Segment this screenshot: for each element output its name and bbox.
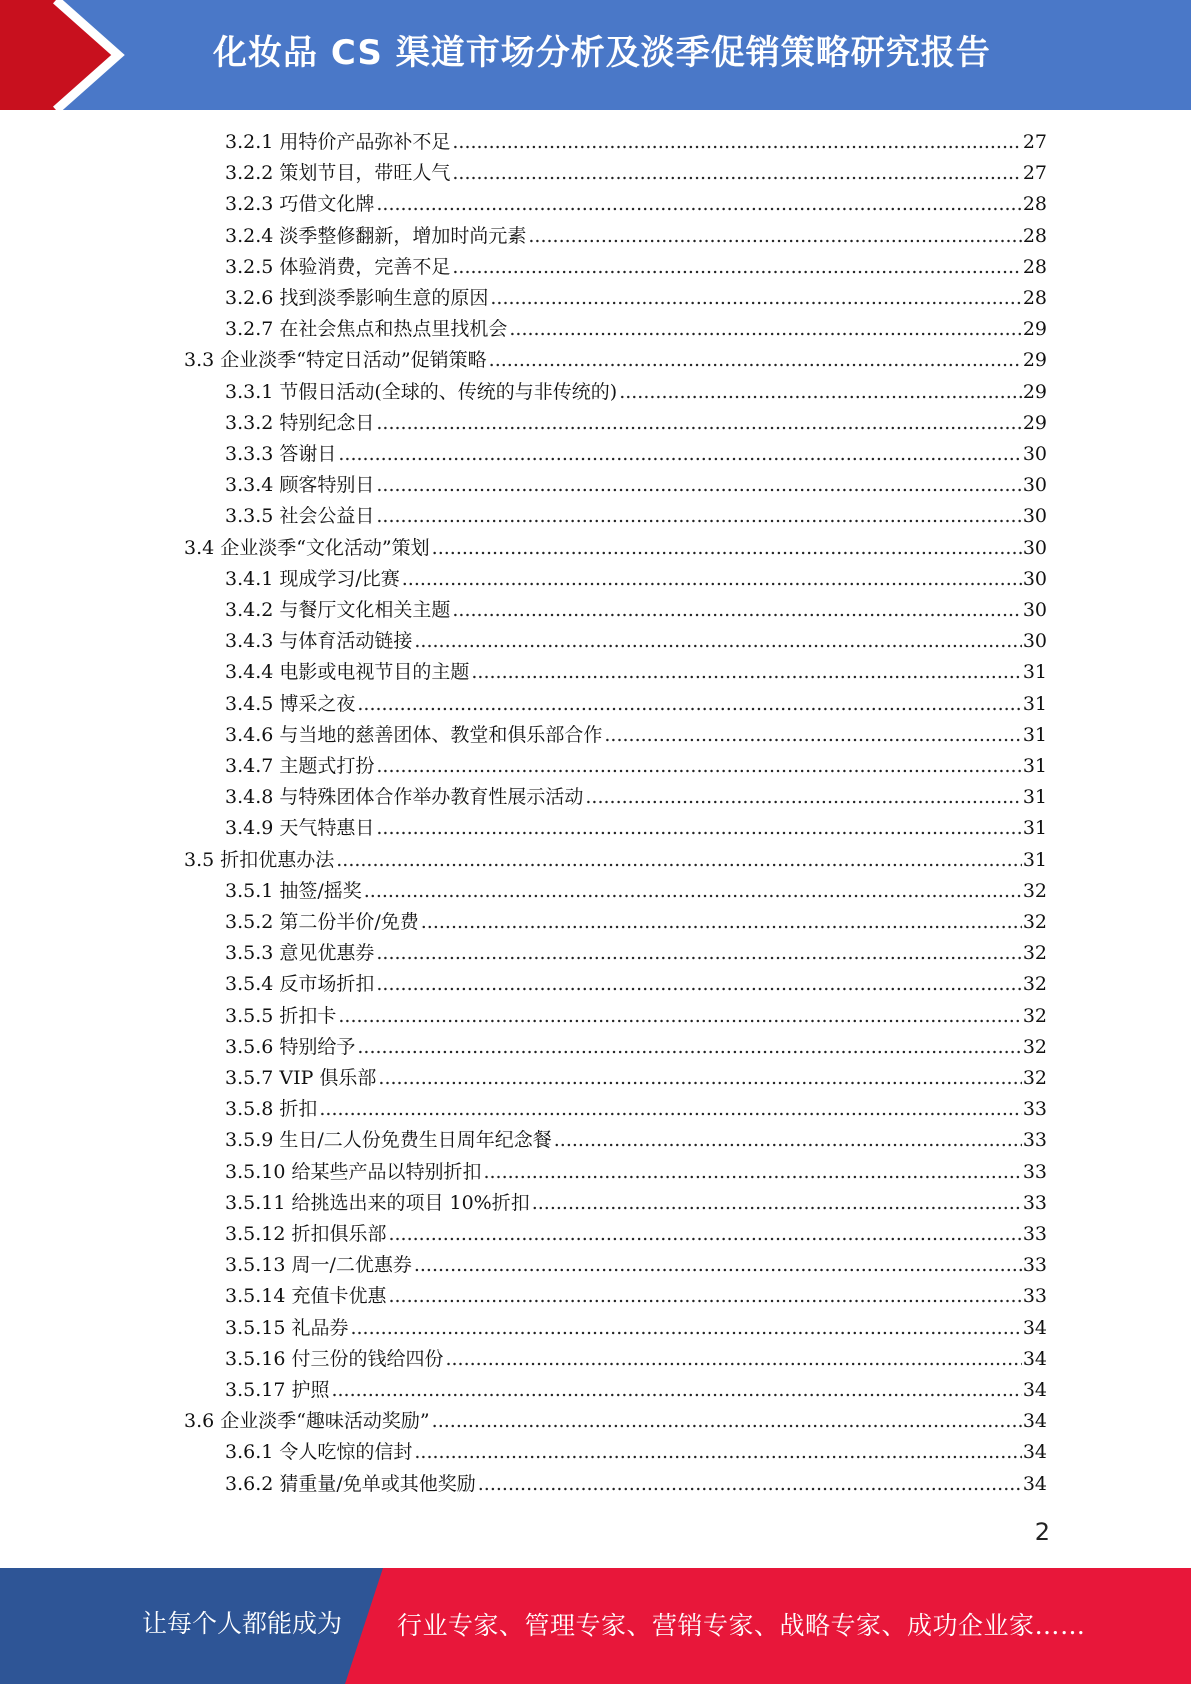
toc-dot-leader (376, 969, 1021, 1000)
toc-entry-page: 28 (1022, 287, 1047, 309)
toc-entry-title: 猜重量/免单或其他奖励 (279, 1472, 476, 1495)
toc-subsection-entry[interactable] (225, 439, 1047, 470)
toc-entry-title: 特别给予 (279, 1035, 356, 1058)
toc-entry-page: 33 (1022, 1254, 1047, 1277)
toc-dot-leader (532, 1188, 1022, 1219)
toc-entry-page: 31 (1022, 817, 1047, 840)
toc-entry-page: 27 (1022, 162, 1047, 185)
toc-entry-page: 28 (1022, 255, 1047, 278)
toc-entry-title: 折扣俱乐部 (291, 1223, 387, 1245)
toc-dot-leader (376, 813, 1021, 844)
toc-entry-number: 3.2.1 (225, 131, 274, 153)
toc-entry-title: 主题式打扮 (279, 755, 375, 777)
toc-subsection-entry[interactable] (225, 1094, 1047, 1125)
toc-entry-page: 33 (1022, 1129, 1047, 1152)
toc-subsection-entry[interactable] (225, 595, 1047, 626)
toc-entry-page: 30 (1022, 536, 1047, 559)
toc-entry-page: 34 (1022, 1472, 1047, 1495)
toc-subsection-entry[interactable] (225, 876, 1047, 907)
toc-entry-number: 3.6.2 (225, 1472, 274, 1495)
footer-roles: 行业专家、管理专家、营销专家、战略专家、成功企业家…… (397, 1611, 1086, 1640)
toc-dot-leader (376, 938, 1021, 969)
toc-subsection-entry[interactable] (225, 127, 1047, 158)
toc-entry-page: 28 (1022, 193, 1047, 216)
toc-entry-number: 3.2.4 (225, 224, 274, 247)
toc-entry-title: 顾客特别日 (279, 474, 375, 497)
toc-entry-page: 34 (1022, 1410, 1047, 1433)
toc-entry-number: 3.5.15 (225, 1316, 286, 1339)
toc-entry-title: 企业淡季“趣味活动奖励” (220, 1410, 430, 1433)
page-number: 2 (1034, 1518, 1050, 1546)
toc-entry-number: 3.5.11 (225, 1191, 286, 1214)
toc-entry-number: 3.4.3 (225, 630, 274, 653)
toc-entry-page: 33 (1022, 1223, 1047, 1245)
toc-entry-page: 33 (1022, 1160, 1047, 1183)
toc-entry-page: 31 (1022, 692, 1047, 715)
toc-entry-number: 3.5.3 (225, 942, 274, 965)
toc-entry-title: 企业淡季“特定日活动”促销策略 (220, 349, 487, 372)
toc-entry-title: 在社会焦点和热点里找机会 (279, 318, 508, 341)
toc-entry-number: 3.5.7 (225, 1067, 274, 1089)
toc-dot-leader (452, 158, 1021, 189)
toc-entry-number: 3.5.13 (225, 1254, 286, 1277)
toc-dot-leader (528, 221, 1021, 252)
toc-subsection-entry[interactable] (225, 1157, 1047, 1188)
toc-entry-page: 32 (1022, 1004, 1047, 1027)
toc-subsection-entry[interactable] (225, 501, 1047, 532)
page-footer (0, 1568, 1191, 1684)
toc-subsection-entry[interactable] (225, 626, 1047, 657)
toc-dot-leader (554, 1125, 1022, 1156)
toc-subsection-entry[interactable] (225, 377, 1047, 408)
toc-entry-page: 33 (1022, 1285, 1047, 1308)
toc-entry-page: 34 (1022, 1316, 1047, 1339)
toc-entry-page: 34 (1022, 1441, 1047, 1464)
toc-dot-leader (490, 283, 1021, 314)
toc-entry-page: 29 (1022, 318, 1047, 341)
toc-entry-number: 3.2.6 (225, 287, 274, 309)
toc-entry-page: 30 (1022, 599, 1047, 621)
toc-subsection-entry[interactable] (225, 314, 1047, 345)
toc-dot-leader (376, 408, 1021, 439)
toc-dot-leader (478, 1469, 1022, 1500)
toc-subsection-entry[interactable] (225, 689, 1047, 720)
toc-entry-number: 3.4.1 (225, 567, 274, 590)
toc-entry-title: 与餐厅文化相关主题 (279, 599, 451, 621)
toc-subsection-entry[interactable] (225, 1281, 1047, 1312)
toc-entry-page: 32 (1022, 911, 1047, 933)
toc-entry-title: 企业淡季“文化活动”策划 (220, 536, 430, 559)
toc-entry-title: 折扣优惠办法 (220, 848, 335, 871)
toc-dot-leader (604, 720, 1021, 751)
toc-subsection-entry[interactable] (225, 1001, 1047, 1032)
toc-entry-title: 社会公益日 (279, 505, 375, 528)
toc-entry-title: 第二份半价/免费 (279, 911, 419, 933)
toc-entry-page: 32 (1022, 879, 1047, 902)
toc-entry-number: 3.5.16 (225, 1347, 286, 1370)
toc-entry-number: 3.5.14 (225, 1285, 286, 1308)
toc-section-entry[interactable] (184, 1406, 1047, 1437)
toc-entry-title: 令人吃惊的信封 (279, 1441, 413, 1464)
toc-subsection-entry[interactable] (225, 1032, 1047, 1063)
toc-subsection-entry[interactable] (225, 1437, 1047, 1468)
toc-subsection-entry[interactable] (225, 657, 1047, 688)
document-title: 化妆品 CS 渠道市场分析及淡季促销策略研究报告 (213, 33, 991, 73)
toc-entry-page: 32 (1022, 942, 1047, 965)
toc-entry-title: 节假日活动(全球的、传统的与非传统的) (279, 380, 618, 403)
toc-subsection-entry[interactable] (225, 720, 1047, 751)
toc-entry-title: 意见优惠券 (279, 942, 375, 965)
toc-entry-title: 付三份的钱给四份 (291, 1347, 444, 1370)
toc-subsection-entry[interactable] (225, 813, 1047, 844)
toc-dot-leader (452, 127, 1021, 158)
toc-entry-title: 博采之夜 (279, 692, 356, 715)
toc-entry-page: 29 (1022, 411, 1047, 434)
toc-entry-page: 30 (1022, 505, 1047, 528)
toc-subsection-entry[interactable] (225, 564, 1047, 595)
toc-entry-number: 3.5.10 (225, 1160, 286, 1183)
toc-subsection-entry[interactable] (225, 1125, 1047, 1156)
toc-entry-title: 与特殊团体合作举办教育性展示活动 (279, 786, 584, 809)
toc-dot-leader (619, 377, 1022, 408)
toc-entry-title: 生日/二人份免费生日周年纪念餐 (279, 1129, 552, 1152)
toc-dot-leader (378, 1063, 1021, 1094)
toc-entry-title: 淡季整修翻新，增加时尚元素 (279, 224, 527, 247)
toc-entry-title: 充值卡优惠 (291, 1285, 387, 1308)
toc-subsection-entry[interactable] (225, 1063, 1047, 1094)
toc-section-entry[interactable] (184, 533, 1047, 564)
toc-entry-title: 与体育活动链接 (279, 630, 413, 653)
toc-entry-title: 特别纪念日 (279, 411, 375, 434)
toc-entry-number: 3.3.3 (225, 443, 274, 465)
toc-entry-number: 3.2.7 (225, 318, 274, 341)
toc-entry-page: 32 (1022, 1035, 1047, 1058)
toc-entry-title: 用特价产品弥补不足 (279, 131, 451, 153)
toc-subsection-entry[interactable] (225, 252, 1047, 283)
toc-subsection-entry[interactable] (225, 470, 1047, 501)
toc-entry-number: 3.5.1 (225, 879, 274, 902)
toc-entry-title: 巧借文化牌 (279, 193, 375, 216)
toc-dot-leader (376, 189, 1021, 220)
toc-entry-page: 31 (1022, 723, 1047, 746)
toc-entry-page: 28 (1022, 224, 1047, 247)
toc-subsection-entry[interactable] (225, 938, 1047, 969)
toc-entry-page: 32 (1022, 973, 1047, 996)
page-header (0, 0, 1191, 110)
toc-dot-leader (388, 1219, 1021, 1250)
toc-subsection-entry[interactable] (225, 408, 1047, 439)
toc-entry-page: 32 (1022, 1067, 1047, 1089)
toc-entry-number: 3.5.4 (225, 973, 274, 996)
toc-dot-leader (452, 595, 1021, 626)
toc-dot-leader (452, 252, 1021, 283)
toc-entry-number: 3.4 (184, 536, 215, 559)
toc-dot-leader (376, 501, 1021, 532)
toc-subsection-entry[interactable] (225, 1375, 1047, 1406)
toc-dot-leader (338, 439, 1021, 470)
toc-dot-leader (376, 470, 1021, 501)
footer-slogan: 让每个人都能成为 (142, 1609, 343, 1638)
toc-entry-page: 31 (1022, 755, 1047, 777)
toc-entry-number: 3.3.1 (225, 380, 274, 403)
toc-dot-leader (336, 845, 1022, 876)
toc-entry-title: 给挑选出来的项目 10%折扣 (291, 1191, 530, 1214)
toc-dot-leader (338, 1001, 1021, 1032)
toc-dot-leader (350, 1313, 1021, 1344)
toc-entry-title: 现成学习/比赛 (279, 567, 400, 590)
toc-subsection-entry[interactable] (225, 1219, 1047, 1250)
toc-subsection-entry[interactable] (225, 782, 1047, 813)
toc-entry-page: 34 (1022, 1379, 1047, 1401)
toc-dot-leader (388, 1281, 1021, 1312)
toc-entry-title: 抽签/摇奖 (279, 879, 362, 902)
toc-dot-leader (471, 657, 1021, 688)
toc-entry-page: 33 (1022, 1191, 1047, 1214)
toc-entry-page: 34 (1022, 1347, 1047, 1370)
toc-entry-number: 3.2.2 (225, 162, 274, 185)
toc-entry-page: 30 (1022, 567, 1047, 590)
toc-dot-leader (432, 533, 1022, 564)
toc-entry-number: 3.5.17 (225, 1379, 286, 1401)
toc-subsection-entry[interactable] (225, 907, 1047, 938)
toc-section-entry[interactable] (184, 845, 1047, 876)
toc-entry-number: 3.5.6 (225, 1035, 274, 1058)
toc-entry-title: 找到淡季影响生意的原因 (279, 287, 489, 309)
toc-dot-leader (509, 314, 1021, 345)
toc-entry-page: 30 (1022, 630, 1047, 653)
toc-dot-leader (421, 907, 1022, 938)
toc-dot-leader (357, 689, 1021, 720)
toc-subsection-entry[interactable] (225, 189, 1047, 220)
toc-entry-page: 27 (1022, 131, 1047, 153)
toc-dot-leader (331, 1375, 1021, 1406)
toc-entry-title: 策划节目，带旺人气 (279, 162, 451, 185)
toc-dot-leader (364, 876, 1022, 907)
toc-dot-leader (402, 564, 1022, 595)
toc-section-entry[interactable] (184, 345, 1047, 376)
toc-subsection-entry[interactable] (225, 1188, 1047, 1219)
toc-entry-page: 29 (1022, 380, 1047, 403)
toc-subsection-entry[interactable] (225, 1313, 1047, 1344)
toc-entry-title: 答谢日 (279, 443, 337, 465)
toc-entry-number: 3.5.2 (225, 911, 274, 933)
toc-dot-leader (432, 1406, 1022, 1437)
toc-entry-number: 3.4.2 (225, 599, 274, 621)
toc-entry-number: 3.4.8 (225, 786, 274, 809)
toc-subsection-entry[interactable] (225, 1344, 1047, 1375)
toc-dot-leader (445, 1344, 1021, 1375)
toc-entry-number: 3.4.5 (225, 692, 274, 715)
toc-entry-number: 3.4.4 (225, 661, 274, 684)
toc-entry-number: 3.4.6 (225, 723, 274, 746)
toc-subsection-entry[interactable] (225, 1250, 1047, 1281)
toc-entry-number: 3.2.5 (225, 255, 274, 278)
toc-entry-number: 3.3.2 (225, 411, 274, 434)
toc-dot-leader (376, 751, 1021, 782)
toc-entry-number: 3.3 (184, 349, 215, 372)
toc-entry-page: 31 (1022, 661, 1047, 684)
toc-entry-number: 3.5.5 (225, 1004, 274, 1027)
toc-entry-title: 给某些产品以特别折扣 (291, 1160, 482, 1183)
toc-entry-title: 体验消费，完善不足 (279, 255, 451, 278)
toc-entry-page: 30 (1022, 474, 1047, 497)
toc-entry-page: 33 (1022, 1098, 1047, 1121)
toc-entry-page: 31 (1022, 786, 1047, 809)
toc-entry-title: VIP 俱乐部 (279, 1067, 377, 1089)
toc-entry-title: 折扣 (279, 1098, 318, 1121)
toc-dot-leader (483, 1157, 1021, 1188)
toc-entry-number: 3.5.9 (225, 1129, 274, 1152)
toc-entry-title: 反市场折扣 (279, 973, 375, 996)
toc-subsection-entry[interactable] (225, 221, 1047, 252)
toc-subsection-entry[interactable] (225, 969, 1047, 1000)
toc-entry-number: 3.6.1 (225, 1441, 274, 1464)
toc-entry-number: 3.5 (184, 848, 215, 871)
toc-entry-number: 3.3.4 (225, 474, 274, 497)
toc-entry-title: 周一/二优惠券 (291, 1254, 412, 1277)
toc-entry-title: 电影或电视节目的主题 (279, 661, 470, 684)
toc-dot-leader (357, 1032, 1021, 1063)
toc-dot-leader (414, 1250, 1022, 1281)
toc-entry-number: 3.4.9 (225, 817, 274, 840)
toc-dot-leader (414, 1437, 1021, 1468)
toc-entry-page: 30 (1022, 443, 1047, 465)
toc-entry-page: 31 (1022, 848, 1047, 871)
toc-dot-leader (414, 626, 1021, 657)
toc-entry-page: 29 (1022, 349, 1047, 372)
toc-subsection-entry[interactable] (225, 283, 1047, 314)
toc-subsection-entry[interactable] (225, 158, 1047, 189)
toc-entry-number: 3.3.5 (225, 505, 274, 528)
toc-entry-number: 3.6 (184, 1410, 215, 1433)
toc-subsection-entry[interactable] (225, 751, 1047, 782)
toc-entry-title: 与当地的慈善团体、教堂和俱乐部合作 (279, 723, 603, 746)
toc-entry-title: 护照 (291, 1379, 330, 1401)
toc-entry-number: 3.4.7 (225, 755, 274, 777)
toc-entry-title: 礼品券 (291, 1316, 349, 1339)
toc-entry-title: 天气特惠日 (279, 817, 375, 840)
toc-dot-leader (319, 1094, 1021, 1125)
toc-entry-number: 3.2.3 (225, 193, 274, 216)
toc-dot-leader (585, 782, 1021, 813)
toc-entry-number: 3.5.12 (225, 1223, 286, 1245)
toc-entry-number: 3.5.8 (225, 1098, 274, 1121)
toc-dot-leader (489, 345, 1022, 376)
toc-subsection-entry[interactable] (225, 1469, 1047, 1500)
toc-entry-title: 折扣卡 (279, 1004, 337, 1027)
